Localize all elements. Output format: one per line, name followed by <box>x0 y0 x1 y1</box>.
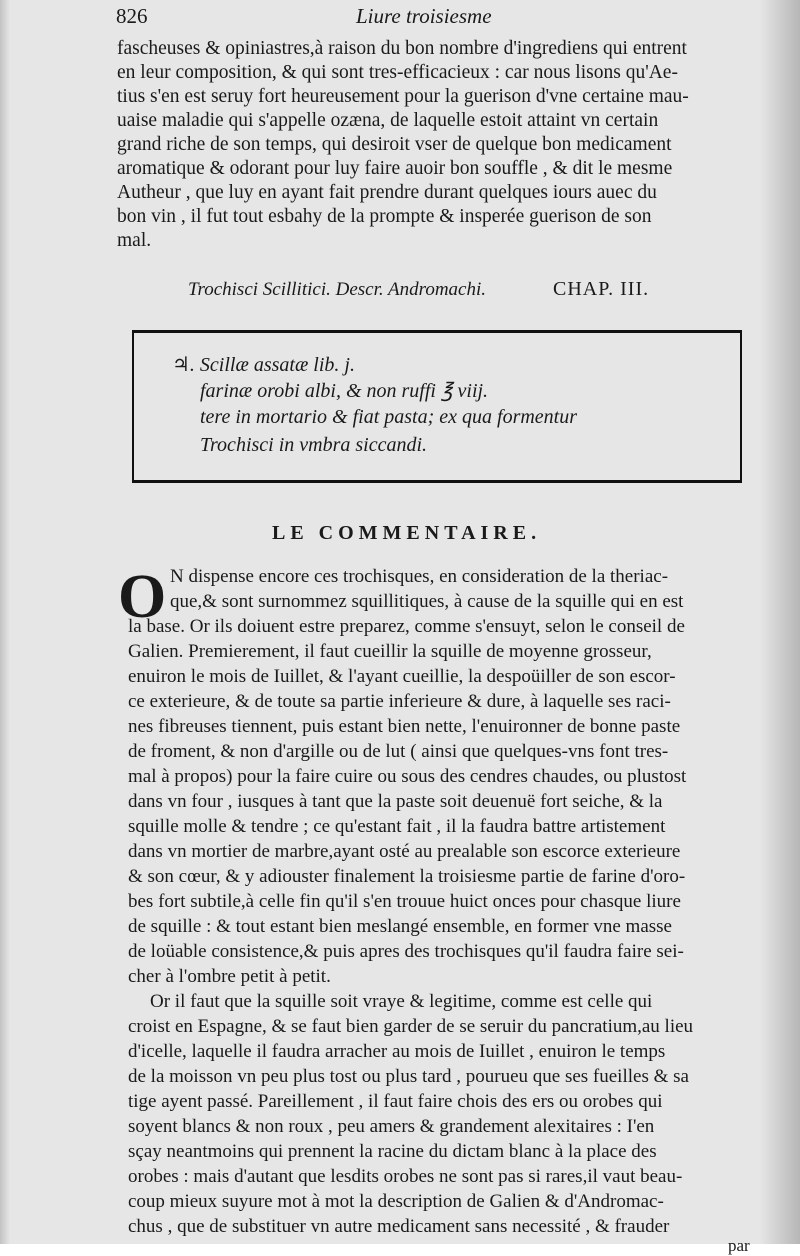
text-line: dans vn four , iusques à tant que la paste soit deuenuë fort seiche, & la <box>128 791 663 812</box>
text-line: mal. <box>117 230 152 251</box>
text-line: tius s'en est seruy fort heureusement pour la guerison d'vne certaine mau- <box>117 86 689 107</box>
text-line: de loüable consistence,& puis apres des trochisques qu'il faudra faire sei- <box>128 941 684 962</box>
commentary-heading: LE COMMENTAIRE. <box>272 522 542 544</box>
text-line: de froment, & non d'argille ou de lut ( ainsi que quelques-vns font tres- <box>128 741 669 762</box>
text-line: enuiron le mois de Iuillet, & l'ayant cueillie, la despoüiller de son escor- <box>128 666 676 687</box>
text-line: coup mieux suyure mot à mot la description de Galien & d'Andromac- <box>128 1191 664 1212</box>
text-line: N dispense encore ces trochisques, en consideration de la theriac- <box>170 566 669 587</box>
text-line: dans vn mortier de marbre,ayant osté au prealable son escorce exterieure <box>128 841 681 862</box>
page-number: 826 <box>116 4 148 28</box>
drop-cap: O <box>118 563 167 631</box>
recipe-line: farinæ orobi albi, & non ruffi ℥ viij. <box>200 380 489 402</box>
text-line: bes fort subtile,à celle fin qu'il s'en trouue huict onces pour chasque liure <box>128 891 681 912</box>
text-line: grand riche de son temps, qui desiroit vser de quelque bon medicament <box>117 134 672 155</box>
text-line: orobes : mais d'autant que lesdits orobes ne sont pas si rares,il vaut beau- <box>128 1166 683 1187</box>
scan-edge-shadow-left <box>0 0 10 1244</box>
text-line: aromatique & odorant pour luy faire auoir bon souffle , & dit le mesme <box>117 158 673 179</box>
text-line: ce exterieure, & de toute sa partie inferieure & dure, à laquelle ses raci- <box>128 691 671 712</box>
text-line: que,& sont surnommez squillitiques, à cause de la squille qui en est <box>170 591 684 612</box>
text-line: mal à propos) pour la faire cuire ou sous des cendres chaudes, ou plustost <box>128 766 687 787</box>
recipe-line: Trochisci in vmbra siccandi. <box>200 434 428 456</box>
catchword: par <box>728 1236 750 1255</box>
text-line: la base. Or ils doiuent estre preparez, comme s'ensuyt, selon le conseil de <box>128 616 685 637</box>
text-line: chus , que de substituer vn autre medicament sans necessité , & frauder <box>128 1216 670 1237</box>
text-line: nes fibreuses tiennent, puis estant bien nette, l'enuironner de bonne paste <box>128 716 681 737</box>
text-line: soyent blancs & non roux , peu amers & grandement alexitaires : I'en <box>128 1116 655 1137</box>
text-line: uaise maladie qui s'appelle ozæna, de laquelle estoit attaint vn certain <box>117 110 659 131</box>
recipe-line: tere in mortario & fiat pasta; ex qua formentur <box>200 406 578 428</box>
text-line: bon vin , il fut tout esbahy de la prompte & insperée guerison de son <box>117 206 652 227</box>
running-title: Liure troisiesme <box>356 4 492 28</box>
text-line: cher à l'ombre petit à petit. <box>128 966 331 987</box>
recipe-box-bottom-rule <box>132 480 742 483</box>
text-line: Autheur , que luy en ayant fait prendre durant quelques iours auec du <box>117 182 657 203</box>
text-line: Or il faut que la squille soit vraye & legitime, comme est celle qui <box>150 991 653 1012</box>
text-line: croist en Espagne, & se faut bien garder de se seruir du pancratium,au lieu <box>128 1016 694 1037</box>
scan-edge-shadow-right <box>760 0 800 1244</box>
text-line: tige ayent passé. Pareillement , il faut faire chois des ers ou orobes qui <box>128 1091 663 1112</box>
text-line: sçay neantmoins qui prennent la racine du dictam blanc à la place des <box>128 1141 657 1162</box>
text-line: d'icelle, laquelle il faudra arracher au mois de Iuillet , enuiron le temps <box>128 1041 666 1062</box>
text-line: de squille : & tout estant bien meslangé ensemble, en former vne masse <box>128 916 672 937</box>
chapter-label: CHAP. III. <box>553 278 650 300</box>
text-line: & son cœur, & y adiouster finalement la troisiesme partie de farine d'oro- <box>128 866 686 887</box>
text-line: squille molle & tendre ; ce qu'estant fait , il la faudra battre artistement <box>128 816 666 837</box>
text-line: Galien. Premierement, il faut cueillir la squille de moyenne grosseur, <box>128 641 652 662</box>
text-line: fascheuses & opiniastres,à raison du bon nombre d'ingrediens qui entrent <box>117 38 687 59</box>
recipe-line: ♃. Scillæ assatæ lib. j. <box>172 354 355 376</box>
text-line: de la moisson vn peu plus tost ou plus tard , pourueu que ses fueilles & sa <box>128 1066 689 1087</box>
chapter-title: Trochisci Scillitici. Descr. Andromachi. <box>188 279 486 300</box>
text-line: en leur composition, & qui sont tres-efficacieux : car nous lisons qu'Ae- <box>117 62 678 83</box>
